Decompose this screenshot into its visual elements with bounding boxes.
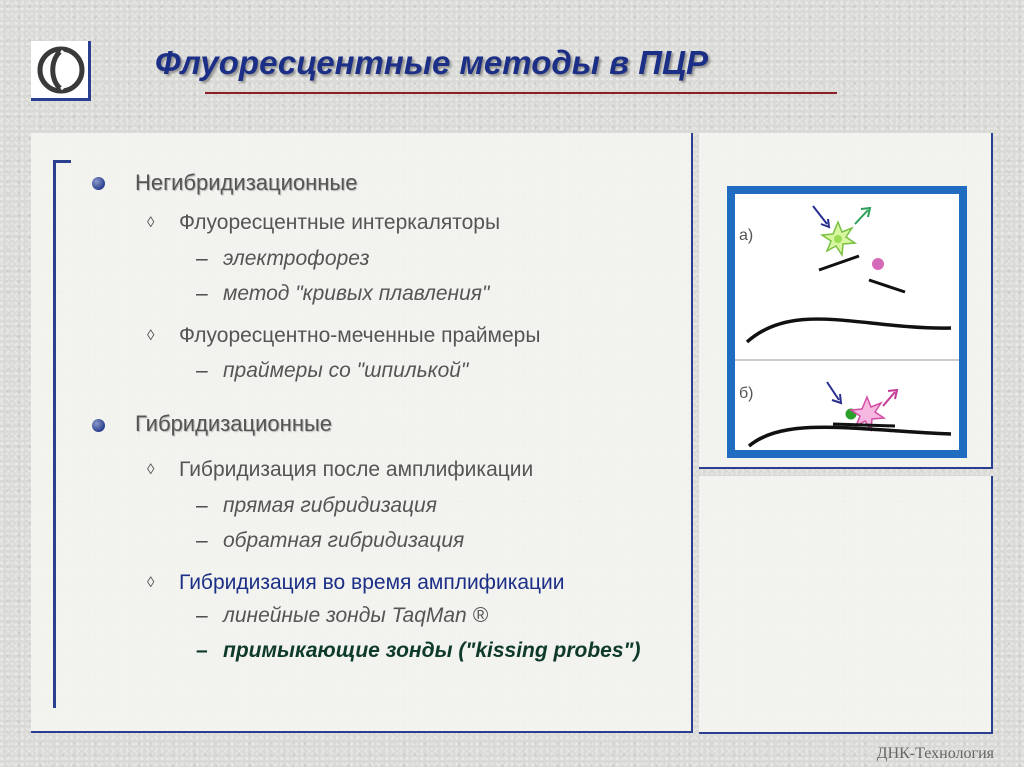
figure-label-a: а)	[739, 227, 754, 244]
outline-item-l3: прямая гибридизация	[223, 494, 437, 517]
outline-item-l1: Негибридизационные	[135, 170, 358, 195]
panel-bracket	[53, 160, 71, 708]
outline-item-l2: Гибридизация после амплификации	[179, 458, 534, 481]
quencher-icon	[872, 258, 884, 270]
dash-bullet-icon: –	[196, 604, 208, 627]
logo-icon	[36, 45, 86, 95]
dash-bullet-icon: –	[196, 494, 208, 517]
outline-item-l1: Гибридизационные	[135, 411, 333, 436]
outline-item-l2: Флуоресцентно-меченные праймеры	[179, 324, 541, 347]
side-panel	[699, 476, 993, 734]
outline-item-l3: примыкающие зонды ("kissing probes")	[223, 639, 641, 662]
diamond-bullet-icon: ◊	[147, 574, 155, 591]
bullet-dot-icon	[92, 177, 105, 190]
diamond-bullet-icon: ◊	[147, 327, 155, 344]
outline-item-l2: Флуоресцентные интеркаляторы	[179, 211, 501, 234]
footer-brand: ДНК-Технология	[876, 745, 994, 762]
probe-figure	[727, 186, 967, 458]
dash-bullet-icon: –	[196, 282, 208, 305]
dna-strand	[747, 319, 951, 342]
outline-item-l3: электрофорез	[223, 247, 370, 270]
bullet-dot-icon	[92, 419, 105, 432]
diamond-bullet-icon: ◊	[147, 214, 155, 231]
title-underline	[205, 92, 837, 94]
outline-item-l2: Гибридизация во время амплификации	[179, 571, 565, 594]
dash-bullet-icon: –	[196, 247, 208, 270]
outline-item-l3: обратная гибридизация	[223, 529, 465, 552]
figure-label-b: б)	[739, 385, 754, 402]
dash-bullet-icon: –	[196, 639, 208, 662]
outline-item-l3: линейные зонды TaqMan ®	[223, 604, 489, 627]
diamond-bullet-icon: ◊	[147, 461, 155, 478]
page-title: Флуоресцентные методы в ПЦР	[155, 44, 709, 81]
outline-item-l3: праймеры со "шпилькой"	[223, 359, 469, 382]
dash-bullet-icon: –	[196, 359, 208, 382]
logo	[31, 41, 91, 101]
probe-diagram	[735, 194, 959, 450]
dash-bullet-icon: –	[196, 529, 208, 552]
outline-item-l3: метод "кривых плавления"	[223, 282, 490, 305]
